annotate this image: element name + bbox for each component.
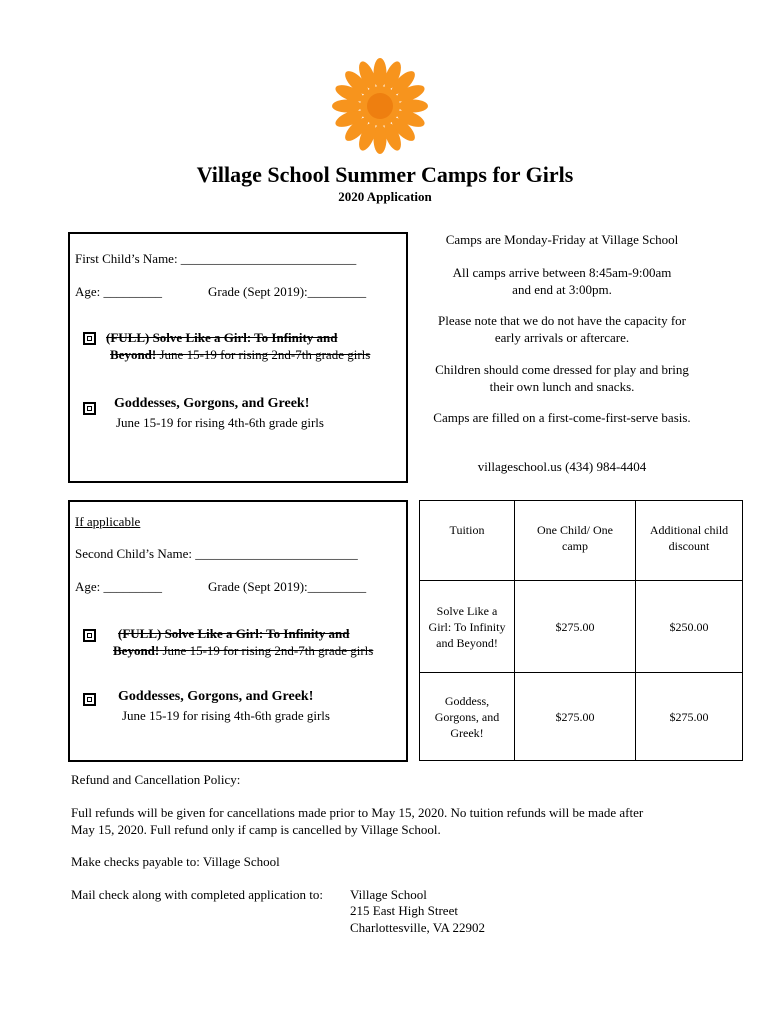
policy-line-2: May 15, 2020. Full refund only if camp is cancelled by Village School. xyxy=(71,822,441,837)
arrival-note-1: All camps arrive between 8:45am-9:00am xyxy=(452,265,672,280)
mail-label: Mail check along with completed application to: xyxy=(71,887,323,902)
first-child-camp2-checkbox[interactable] xyxy=(83,402,96,415)
page-subtitle: 2020 Application xyxy=(338,189,432,204)
first-child-camp2-detail: June 15-19 for rising 4th-6th grade girls xyxy=(116,415,324,430)
dress-note-1: Children should come dressed for play and bring xyxy=(435,362,689,377)
tuition-table xyxy=(419,500,743,761)
first-child-name-field[interactable]: First Child’s Name: ___________________________ xyxy=(75,251,357,266)
table-row xyxy=(420,673,743,761)
camp-name-cell: Goddess, Gorgons, and Greek! xyxy=(420,673,515,761)
if-applicable-label: If applicable xyxy=(75,514,141,529)
second-child-camp2-detail: June 15-19 for rising 4th-6th grade girls xyxy=(122,708,330,723)
additional-child-price-cell: $250.00 xyxy=(636,581,743,673)
schedule-note: Camps are Monday-Friday at Village School xyxy=(445,232,679,247)
second-child-age-field[interactable]: Age: _________ xyxy=(75,579,163,594)
contact-info: villageschool.us (434) 984-4404 xyxy=(477,459,647,474)
additional-child-price-cell: $275.00 xyxy=(636,673,743,761)
second-child-camp1-checkbox[interactable] xyxy=(83,629,96,642)
checks-payable: Make checks payable to: Village School xyxy=(71,854,280,869)
first-child-age-field[interactable]: Age: _________ xyxy=(75,284,163,299)
first-child-camp2-title: Goddesses, Gorgons, and Greek! xyxy=(114,396,310,411)
first-child-camp1-title: (FULL) Solve Like a Girl: To Infinity and xyxy=(106,330,338,345)
sunflower-logo-icon xyxy=(330,56,430,156)
second-child-camp2-title: Goddesses, Gorgons, and Greek! xyxy=(118,689,314,704)
second-child-name-field[interactable]: Second Child’s Name: _________________________ xyxy=(75,546,358,561)
tuition-header: Tuition xyxy=(420,501,515,581)
first-child-grade-field[interactable]: Grade (Sept 2019):_________ xyxy=(208,284,367,299)
first-child-camp1-detail: Beyond! June 15-19 for rising 2nd-7th grade girls xyxy=(110,347,371,362)
capacity-note-1: Please note that we do not have the capacity for xyxy=(438,313,686,328)
policy-line-1: Full refunds will be given for cancellations made prior to May 15, 2020. No tuition refunds will be made after xyxy=(71,805,644,820)
address-line-1: Village School xyxy=(350,887,427,902)
camp-name-cell: Solve Like a Girl: To Infinity and Beyond! xyxy=(420,581,515,673)
dress-note-2: their own lunch and snacks. xyxy=(489,379,635,394)
second-child-camp1-title: (FULL) Solve Like a Girl: To Infinity and xyxy=(118,626,350,641)
second-child-grade-field[interactable]: Grade (Sept 2019):_________ xyxy=(208,579,367,594)
address-line-2: 215 East High Street xyxy=(350,903,458,918)
table-row xyxy=(420,581,743,673)
second-child-camp2-checkbox[interactable] xyxy=(83,693,96,706)
first-child-camp1-checkbox[interactable] xyxy=(83,332,96,345)
arrival-note-2: and end at 3:00pm. xyxy=(512,282,612,297)
filled-note: Camps are filled on a first-come-first-serve basis. xyxy=(433,410,691,425)
capacity-note-2: early arrivals or aftercare. xyxy=(494,330,630,345)
page-title: Village School Summer Camps for Girls xyxy=(196,162,574,187)
additional-child-header: Additional child discount xyxy=(636,501,743,581)
one-child-price-cell: $275.00 xyxy=(515,581,636,673)
one-child-price-cell: $275.00 xyxy=(515,673,636,761)
second-child-camp1-detail: Beyond! June 15-19 for rising 2nd-7th grade girls xyxy=(113,643,374,658)
one-child-header: One Child/ One camp xyxy=(515,501,636,581)
address-line-3: Charlottesville, VA 22902 xyxy=(350,920,485,935)
policy-heading: Refund and Cancellation Policy: xyxy=(71,772,241,787)
